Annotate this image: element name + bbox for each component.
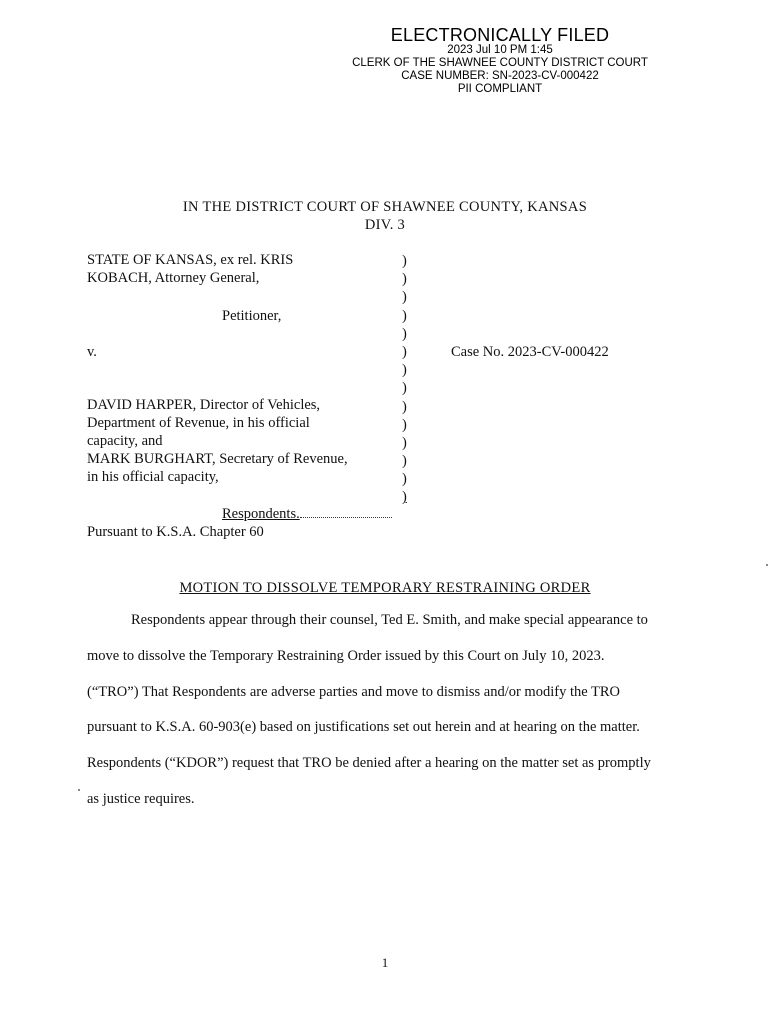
caption-paren: ) [402, 253, 407, 269]
caption-parentheses [402, 252, 407, 507]
caption-paren: ) [402, 434, 407, 451]
motion-title: MOTION TO DISSOLVE TEMPORARY RESTRAINING ORDER [179, 580, 591, 596]
respondents-label-text: Respondents. [222, 506, 300, 522]
body-line-2: move to dissolve the Temporary Restraining Order issued by this Court on July 10, 2023. [87, 648, 605, 664]
caption-paren: ) [402, 416, 407, 433]
stamp-case-number: CASE NUMBER: SN-2023-CV-000422 [401, 70, 599, 82]
body-line-3: (“TRO”) That Respondents are adverse parties and move to dismiss and/or modify the TRO [87, 684, 621, 700]
caption-paren: ) [402, 325, 407, 342]
body-line-1: Respondents appear through their counsel, Ted E. Smith, and make special appearance to [131, 612, 648, 628]
body-line-5: Respondents (“KDOR”) request that TRO be denied after a hearing on the matter set as promptly [87, 755, 651, 771]
stamp-date: 2023 Jul 10 PM 1:45 [447, 44, 553, 56]
respondent-line-2: Department of Revenue, in his official [87, 415, 310, 431]
stamp-clerk: CLERK OF THE SHAWNEE COUNTY DISTRICT COURT [352, 57, 648, 69]
respondent-line-3: capacity, and [87, 433, 163, 449]
caption-paren: ) [402, 453, 407, 470]
caption-paren: ) [402, 307, 407, 324]
body-line-6: as justice requires. [87, 791, 195, 807]
respondent-line-4: MARK BURGHART, Secretary of Revenue, [87, 451, 348, 467]
respondent-line-1: DAVID HARPER, Director of Vehicles, [87, 397, 321, 413]
pursuant-line: Pursuant to K.S.A. Chapter 60 [87, 524, 264, 540]
stamp-title: ELECTRONICALLY FILED [390, 25, 610, 45]
stamp-pii: PII COMPLIANT [457, 83, 543, 95]
filing-stamp [330, 26, 670, 96]
caption-paren: ) [402, 271, 407, 288]
scan-speck [78, 789, 80, 791]
caption-paren: ) [402, 398, 407, 415]
case-number: Case No. 2023-CV-000422 [451, 344, 609, 360]
caption-paren: ) [402, 489, 407, 506]
signature-rule [300, 505, 392, 518]
versus: v. [87, 344, 97, 360]
respondent-line-5: in his official capacity, [87, 469, 219, 485]
petitioner-line-1: STATE OF KANSAS, ex rel. KRIS [87, 252, 294, 268]
caption-paren: ) [402, 471, 407, 488]
petitioner-label: Petitioner, [222, 308, 282, 324]
petitioner-line-2: KOBACH, Attorney General, [87, 270, 260, 286]
court-division: DIV. 3 [364, 217, 406, 233]
scan-speck [766, 564, 768, 566]
caption-paren: ) [402, 380, 407, 397]
caption-paren: ) [402, 362, 407, 379]
caption-paren: ) [402, 343, 407, 360]
caption-paren: ) [402, 289, 407, 306]
respondents-label [222, 505, 392, 523]
court-heading: IN THE DISTRICT COURT OF SHAWNEE COUNTY, KANSAS [182, 199, 588, 215]
body-line-4: pursuant to K.S.A. 60-903(e) based on justifications set out herein and at hearing on the matter. [87, 719, 640, 735]
page-number: 1 [381, 955, 389, 970]
